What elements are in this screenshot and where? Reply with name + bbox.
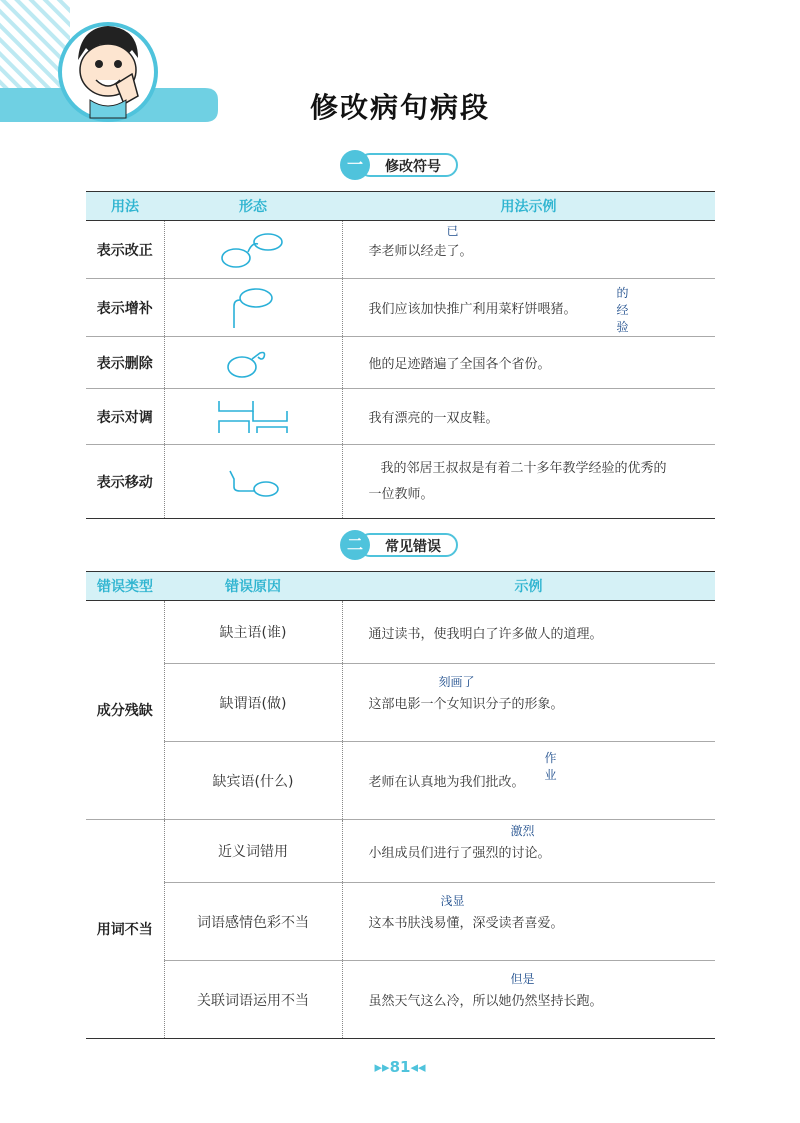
- table-row: [86, 337, 715, 389]
- page-title: 修改病句病段: [309, 91, 490, 124]
- table-header-row: [86, 572, 715, 601]
- error-reason-cell: 近义词错用: [164, 820, 342, 883]
- error-type-cell: 用词不当: [86, 820, 164, 1039]
- correction-mark: 已: [446, 224, 459, 238]
- column-header: 示例: [342, 572, 715, 601]
- usage-cell: 表示移动: [86, 445, 164, 519]
- column-header: 用法: [86, 192, 164, 221]
- usage-cell: 表示增补: [86, 279, 164, 337]
- error-reason-cell: 缺主语(谁): [164, 601, 342, 664]
- example-text: 我们应该加快推广利用菜籽饼喂猪。: [368, 302, 577, 317]
- errors-table: [86, 571, 715, 1039]
- example-text: 我有漂亮的一双皮鞋。: [368, 411, 499, 426]
- error-reason-cell: 关联词语运用不当: [164, 961, 342, 1039]
- swap-symbol-icon: [213, 397, 293, 437]
- error-reason-cell: 词语感情色彩不当: [164, 883, 342, 961]
- column-header: 形态: [164, 192, 342, 221]
- correct-symbol-icon: [218, 230, 288, 270]
- table-header-row: [86, 192, 715, 221]
- header-decoration: [0, 0, 800, 150]
- example-text: 这本书肤浅易懂，深受读者喜爱。: [368, 916, 564, 931]
- error-reason-cell: 缺谓语(做): [164, 664, 342, 742]
- insertion-mark: 的经验: [616, 286, 629, 334]
- correction-mark: 但是: [510, 972, 535, 986]
- insertion-mark: 作业: [544, 751, 557, 782]
- table-row: [86, 742, 715, 820]
- arrow-right-icon: ▸▸: [374, 1058, 390, 1076]
- arrow-left-icon: ◂◂: [410, 1058, 426, 1076]
- table-row: [86, 664, 715, 742]
- table-row: [86, 961, 715, 1039]
- table-row: [86, 279, 715, 337]
- example-text: 通过读书，使我明白了许多做人的道理。: [368, 626, 603, 642]
- delete-symbol-icon: [218, 345, 288, 381]
- example-text: 老师在认真地为我们批改。: [368, 775, 525, 790]
- example-text: 他的足迹踏遍了全国各个省份。: [368, 357, 551, 372]
- usage-cell: 表示删除: [86, 337, 164, 389]
- section-number: 二: [340, 530, 370, 560]
- section-title: 常见错误: [358, 533, 458, 557]
- column-header: 错误类型: [86, 572, 164, 601]
- column-header: 错误原因: [164, 572, 342, 601]
- insert-symbol-icon: [218, 286, 288, 330]
- section-title: 修改符号: [358, 153, 458, 177]
- example-text: 李老师以经走了。: [368, 244, 473, 259]
- example-text-continued: 一位教师。: [368, 486, 434, 502]
- table-row: [86, 883, 715, 961]
- symbols-table: [86, 191, 715, 519]
- usage-cell: 表示对调: [86, 389, 164, 445]
- section-number: 一: [340, 150, 370, 180]
- example-text: 我的邻居王叔叔是有着二十多年教学经验的优秀的: [380, 460, 667, 476]
- column-header: 用法示例: [342, 192, 715, 221]
- table-row: [86, 221, 715, 279]
- table-row: [86, 820, 715, 883]
- table-row: [86, 445, 715, 519]
- correction-mark: 激烈: [510, 823, 535, 838]
- table-row: [86, 601, 715, 664]
- example-text: 虽然天气这么冷，所以她仍然坚持长跑。: [368, 994, 603, 1009]
- error-type-cell: 成分残缺: [86, 601, 164, 820]
- page-number: ▸▸81◂◂: [374, 1058, 426, 1076]
- usage-cell: 表示改正: [86, 221, 164, 279]
- insertion-mark: 刻画了: [438, 675, 475, 689]
- example-text: 这部电影一个女知识分子的形象。: [368, 697, 564, 712]
- table-row: [86, 389, 715, 445]
- example-text: 小组成员们进行了强烈的讨论。: [368, 845, 551, 861]
- error-reason-cell: 缺宾语(什么): [164, 742, 342, 820]
- correction-mark: 浅显: [440, 894, 465, 908]
- move-symbol-icon: [218, 465, 288, 499]
